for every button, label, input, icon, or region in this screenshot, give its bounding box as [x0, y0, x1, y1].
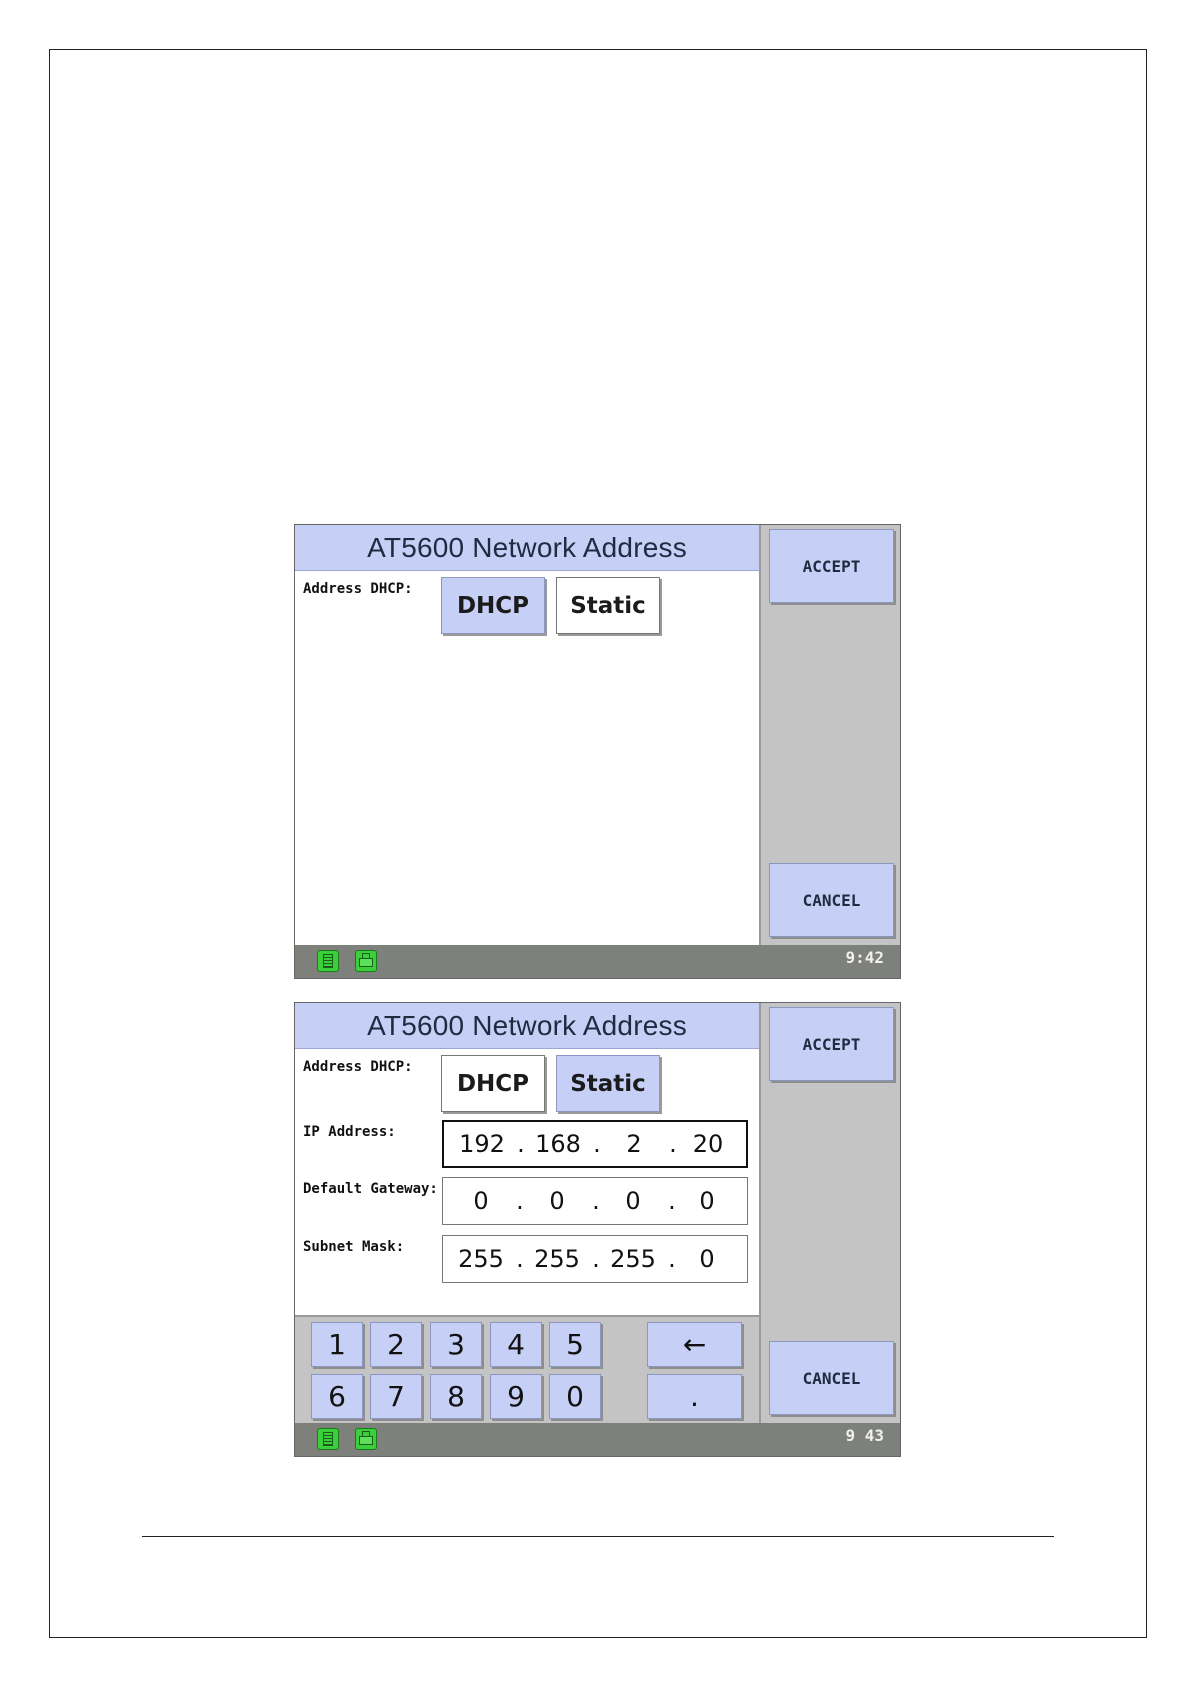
subnet-mask-field[interactable] — [442, 1235, 748, 1283]
accept-button[interactable]: ACCEPT — [769, 1007, 894, 1081]
side-panel — [759, 1003, 901, 1423]
subnet-octet: 255 — [610, 1245, 656, 1273]
cancel-button[interactable]: CANCEL — [769, 1341, 894, 1415]
printer-icon[interactable] — [355, 950, 377, 972]
ip-octet: 2 — [626, 1130, 642, 1158]
octet-separator: . — [668, 1187, 676, 1215]
ip-octet: 20 — [692, 1130, 724, 1158]
status-bar — [295, 1423, 901, 1457]
list-icon[interactable] — [317, 950, 339, 972]
status-bar — [295, 945, 901, 979]
numeric-keypad — [295, 1315, 759, 1423]
gateway-octet: 0 — [473, 1187, 489, 1215]
clock: 9 43 — [845, 1426, 884, 1445]
dhcp-button[interactable]: DHCP — [441, 577, 545, 634]
clock: 9:42 — [845, 948, 884, 967]
ip-octet: 192 — [459, 1130, 505, 1158]
key-7[interactable]: 7 — [370, 1374, 422, 1419]
subnet-octet: 255 — [534, 1245, 580, 1273]
key-3[interactable]: 3 — [430, 1322, 482, 1367]
address-dhcp-label: Address DHCP: — [303, 581, 413, 597]
octet-separator: . — [668, 1245, 676, 1273]
accept-button[interactable]: ACCEPT — [769, 529, 894, 603]
static-button[interactable]: Static — [556, 1055, 660, 1112]
ip-address-label: IP Address: — [303, 1124, 396, 1140]
address-dhcp-label: Address DHCP: — [303, 1059, 413, 1075]
key-4[interactable]: 4 — [490, 1322, 542, 1367]
static-button[interactable]: Static — [556, 577, 660, 634]
key-1[interactable]: 1 — [311, 1322, 363, 1367]
main-panel — [295, 1003, 759, 1423]
ip-address-field[interactable] — [442, 1120, 748, 1168]
ip-octet: 168 — [535, 1130, 581, 1158]
key-0[interactable]: 0 — [549, 1374, 601, 1419]
network-address-screen-static — [294, 1002, 901, 1457]
key-5[interactable]: 5 — [549, 1322, 601, 1367]
screen-title: AT5600 Network Address — [295, 1003, 759, 1049]
subnet-octet: 0 — [699, 1245, 715, 1273]
key-6[interactable]: 6 — [311, 1374, 363, 1419]
side-panel — [759, 525, 901, 945]
octet-separator: . — [516, 1187, 524, 1215]
octet-separator: . — [516, 1245, 524, 1273]
cancel-button[interactable]: CANCEL — [769, 863, 894, 937]
screen-title: AT5600 Network Address — [295, 525, 759, 571]
octet-separator: . — [592, 1187, 600, 1215]
dot-key[interactable]: . — [647, 1374, 742, 1419]
footer-rule — [142, 1536, 1054, 1537]
default-gateway-label: Default Gateway: — [303, 1181, 438, 1197]
key-9[interactable]: 9 — [490, 1374, 542, 1419]
subnet-octet: 255 — [458, 1245, 504, 1273]
main-panel — [295, 525, 759, 945]
network-address-screen-dhcp — [294, 524, 901, 979]
key-2[interactable]: 2 — [370, 1322, 422, 1367]
gateway-octet: 0 — [625, 1187, 641, 1215]
octet-separator: . — [593, 1130, 601, 1158]
octet-separator: . — [592, 1245, 600, 1273]
printer-icon[interactable] — [355, 1428, 377, 1450]
dhcp-button[interactable]: DHCP — [441, 1055, 545, 1112]
list-icon[interactable] — [317, 1428, 339, 1450]
gateway-octet: 0 — [549, 1187, 565, 1215]
backspace-key[interactable]: ← — [647, 1322, 742, 1367]
gateway-octet: 0 — [699, 1187, 715, 1215]
subnet-mask-label: Subnet Mask: — [303, 1239, 405, 1255]
octet-separator: . — [669, 1130, 677, 1158]
key-8[interactable]: 8 — [430, 1374, 482, 1419]
octet-separator: . — [517, 1130, 525, 1158]
default-gateway-field[interactable] — [442, 1177, 748, 1225]
